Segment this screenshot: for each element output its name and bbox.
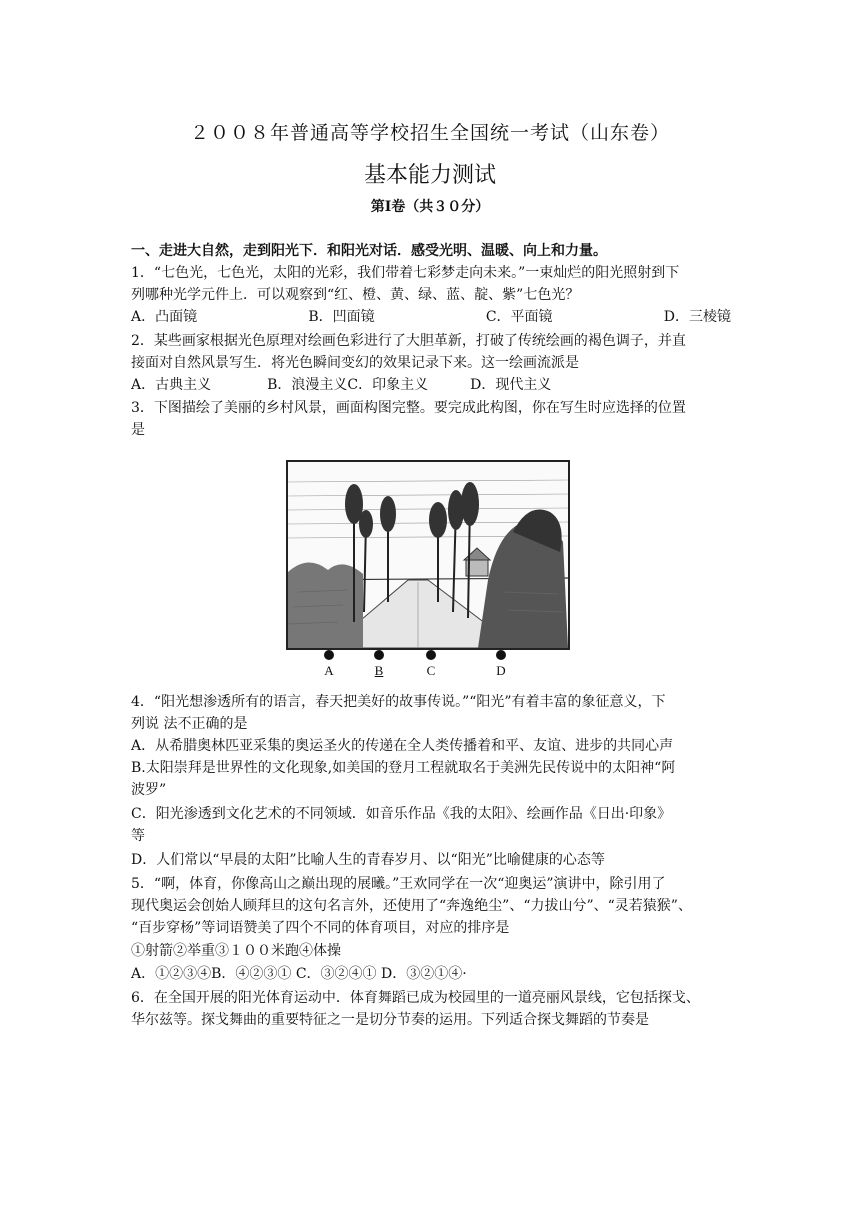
q1-line1: 1．“七色光，七色光，太阳的光彩，我们带着七彩梦走向未来。”一束灿烂的阳光照射到下 — [131, 265, 680, 281]
marker-label-a: A — [324, 663, 334, 678]
landscape-illustration — [286, 460, 570, 650]
position-marker-b — [374, 650, 384, 660]
exam-subtitle: 基本能力测试 — [363, 163, 496, 188]
q1-option-c: C．平面镜 — [485, 309, 553, 325]
position-marker-c — [426, 650, 436, 660]
q5-line1: 5．“啊，体育，你像高山之巅出现的展曦。”王欢同学在一次“迎奥运”演讲中，除引用了 — [131, 876, 666, 892]
marker-label-d: D — [496, 663, 506, 678]
q1-option-a: A．凸面镜 — [131, 309, 198, 325]
q6-line2: 华尔兹等。探戈舞曲的重要特征之一是切分节奏的运用。下列适合探戈舞蹈的节奏是 — [131, 1012, 649, 1028]
q5-line4: ①射箭②举重③１００米跑④体操 — [131, 943, 341, 959]
q4-option-c-line1: C．阳光渗透到文化艺术的不同领域．如音乐作品《我的太阳》、绘画作品《日出·印象》 — [131, 806, 672, 822]
q2-line2: 接面对自然风景写生．将光色瞬间变幻的效果记录下来。这一绘画流派是 — [131, 355, 579, 371]
q5-options: A．①②③④B．④②③① C．③②④① D．③②①④· — [131, 966, 467, 982]
q1-option-d: D．三棱镜 — [663, 309, 731, 325]
q4-option-b-line1: B.太阳崇拜是世界性的文化现象,如美国的登月工程就取名于美洲先民传说中的太阳神“阿 — [131, 760, 676, 776]
q1-line2: 列哪种光学元件上．可以观察到“红、橙、黄、绿、蓝、靛、紫”七色光？ — [131, 287, 580, 303]
position-marker-a — [324, 650, 334, 660]
q5-line2: 现代奥运会创始人顾拜旦的这句名言外，还使用了“奔逸绝尘”、“力拔山兮”、“灵若猿猴”、 — [131, 898, 692, 914]
position-marker-d — [496, 650, 506, 660]
section-heading: 一、走进大自然，走到阳光下．和阳光对话．感受光明、温暖、向上和力量。 — [131, 243, 607, 259]
q4-option-b-line2: 波罗” — [131, 782, 167, 798]
part-label: 第Ⅰ卷（共３０分） — [370, 199, 490, 215]
q3-line2: 是 — [131, 422, 145, 438]
q6-line1: 6．在全国开展的阳光体育运动中．体育舞蹈已成为校园里的一道亮丽风景线，它包括探戈、 — [131, 990, 700, 1006]
marker-label-b: B — [374, 663, 384, 678]
exam-title: ２００８年普通高等学校招生全国统一考试（山东卷） — [189, 122, 670, 144]
q2-line1: 2．某些画家根据光色原理对绘画色彩进行了大胆革新，打破了传统绘画的褐色调子，并直 — [131, 333, 686, 349]
q1-options — [131, 306, 731, 328]
marker-label-c: C — [426, 663, 436, 678]
q4-line1: 4．“阳光想渗透所有的语言，春天把美好的故事传说。”“阳光”有着丰富的象征意义，下 — [131, 694, 666, 710]
q3-line1: 3．下图描绘了美丽的乡村风景，画面构图完整。要完成此构图，你在写生时应选择的位置 — [131, 400, 686, 416]
q4-option-c-line2: 等 — [131, 828, 145, 844]
q4-line2: 列说 法不正确的是 — [131, 716, 248, 732]
q5-line3: “百步穿杨”等词语赞美了四个不同的体育项目，对应的排序是 — [131, 920, 510, 936]
q2-options: A．古典主义 B．浪漫主义C．印象主义 D．现代主义 — [131, 377, 552, 393]
q4-option-d: D．人们常以“早晨的太阳”比喻人生的青春岁月、以“阳光”比喻健康的心态等 — [131, 852, 605, 868]
q1-option-b: B．凹面镜 — [308, 309, 375, 325]
q4-option-a: A．从希腊奥林匹亚采集的奥运圣火的传递在全人类传播着和平、友谊、进步的共同心声 — [131, 738, 674, 754]
